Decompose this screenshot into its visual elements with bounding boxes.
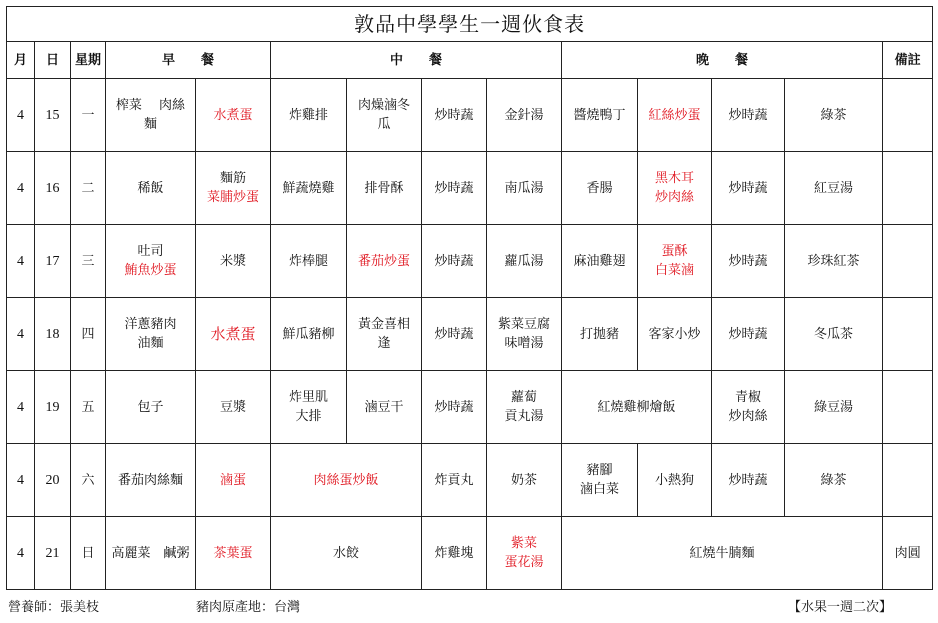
- cell-month: 4: [7, 225, 35, 298]
- meal-cell: [487, 225, 562, 298]
- meal-cell: [271, 225, 347, 298]
- meal-item: 稀飯: [137, 180, 164, 196]
- meal-cell: [196, 517, 271, 590]
- cell-day: 19: [35, 371, 71, 444]
- meal-cell: [196, 298, 271, 371]
- meal-item: 紅豆湯: [813, 180, 853, 196]
- meal-item: 打拋豬: [579, 326, 619, 342]
- meal-cell: [106, 225, 196, 298]
- table-row: [7, 152, 933, 225]
- meal-item: 大排: [295, 409, 322, 424]
- meal-cell: [638, 79, 712, 152]
- meal-cell: [422, 225, 487, 298]
- meal-cell: [712, 371, 785, 444]
- header-lunch: 中 餐: [271, 42, 562, 79]
- cell-remark: [883, 225, 933, 298]
- meal-item: 奶茶: [510, 472, 537, 488]
- meal-cell: [422, 371, 487, 444]
- meal-item: 逢: [377, 336, 391, 351]
- meal-item: 紅燒牛腩麵: [689, 545, 755, 561]
- meal-cell: [785, 152, 883, 225]
- meal-cell: [271, 152, 347, 225]
- meal-cell: [422, 152, 487, 225]
- meal-item: 綠茶: [820, 472, 847, 488]
- meal-cell: [271, 371, 347, 444]
- meal-item: 滷豆干: [364, 399, 404, 415]
- table-row: [7, 517, 933, 590]
- meal-item: 炒時蔬: [434, 399, 474, 415]
- meal-item: 高麗菜 鹹粥: [111, 545, 190, 561]
- cell-weekday: 六: [71, 444, 106, 517]
- cell-remark: [883, 444, 933, 517]
- meal-item: 麵筋: [219, 171, 246, 186]
- cell-month: 4: [7, 371, 35, 444]
- meal-item: 肉絲蛋炒飯: [313, 472, 379, 488]
- meal-cell: [562, 298, 638, 371]
- pork-origin-label: 豬肉原產地：台灣: [196, 600, 301, 615]
- cell-day: 21: [35, 517, 71, 590]
- meal-item: 麵: [143, 117, 157, 132]
- header-dinner: 晚 餐: [562, 42, 883, 79]
- meal-cell: [785, 79, 883, 152]
- cell-month: 4: [7, 517, 35, 590]
- menu-sheet: [6, 6, 933, 590]
- weekly-menu-table: [6, 6, 933, 590]
- meal-item: 油麵: [137, 336, 164, 351]
- menu-title: 敦品中學學生一週伙食表: [7, 7, 933, 42]
- meal-cell: [347, 225, 422, 298]
- meal-cell: [271, 517, 422, 590]
- meal-cell: [271, 79, 347, 152]
- cell-month: 4: [7, 79, 35, 152]
- meal-cell: [487, 79, 562, 152]
- meal-item: 吐司: [137, 244, 164, 259]
- meal-item: 炸棒腿: [288, 253, 328, 269]
- meal-cell: [712, 225, 785, 298]
- cell-weekday: 三: [71, 225, 106, 298]
- meal-item: 綠茶: [820, 107, 847, 123]
- meal-item: 貢丸湯: [504, 409, 544, 424]
- meal-cell: [196, 225, 271, 298]
- meal-cell: [785, 225, 883, 298]
- meal-cell: [785, 298, 883, 371]
- meal-item: 紅燒雞柳燴飯: [597, 399, 676, 415]
- cell-weekday: 二: [71, 152, 106, 225]
- meal-item: 客家小炒: [648, 326, 701, 342]
- meal-item: 炒時蔬: [434, 180, 474, 196]
- meal-item: 水餃: [332, 545, 359, 561]
- cell-month: 4: [7, 152, 35, 225]
- meal-cell: [106, 371, 196, 444]
- meal-cell: [638, 152, 712, 225]
- meal-item: 榨菜 肉絲: [115, 98, 186, 113]
- meal-item: 瓜: [377, 117, 391, 132]
- meal-cell: [712, 79, 785, 152]
- meal-item: 滷白菜: [579, 482, 619, 497]
- meal-item: 黃金喜相: [357, 317, 410, 332]
- meal-cell: [562, 444, 638, 517]
- cell-day: 16: [35, 152, 71, 225]
- meal-cell: [562, 79, 638, 152]
- meal-cell: [712, 152, 785, 225]
- cell-weekday: 五: [71, 371, 106, 444]
- header-day: 日: [35, 42, 71, 79]
- table-row: [7, 371, 933, 444]
- meal-item: 紅絲炒蛋: [648, 107, 701, 123]
- meal-cell: [487, 298, 562, 371]
- meal-item: 紫菜: [510, 536, 537, 551]
- meal-item: 南瓜湯: [504, 180, 544, 196]
- meal-item: 米漿: [219, 253, 246, 269]
- cell-day: 17: [35, 225, 71, 298]
- table-row: [7, 298, 933, 371]
- meal-item: 蛋花湯: [504, 555, 544, 570]
- meal-item: 蛋酥: [661, 244, 688, 259]
- meal-item: 豬腳: [586, 463, 613, 478]
- cell-remark: [883, 298, 933, 371]
- cell-day: 15: [35, 79, 71, 152]
- cell-weekday: 四: [71, 298, 106, 371]
- meal-item: 茶葉蛋: [213, 545, 253, 561]
- meal-item: 炒時蔬: [434, 253, 474, 269]
- meal-item: 黑木耳: [654, 171, 694, 186]
- meal-cell: [712, 444, 785, 517]
- meal-item: 鮮蔬燒雞: [282, 180, 335, 196]
- meal-cell: [487, 444, 562, 517]
- meal-cell: [562, 152, 638, 225]
- meal-item: 珍珠紅茶: [807, 253, 860, 269]
- meal-item: 小熱狗: [654, 472, 694, 488]
- meal-item: 香腸: [586, 180, 613, 196]
- meal-item: 炒時蔬: [728, 472, 768, 488]
- cell-day: 20: [35, 444, 71, 517]
- meal-cell: [883, 517, 933, 590]
- meal-item: 蘿蔔: [510, 390, 537, 405]
- footer: [8, 596, 934, 616]
- meal-item: 炒時蔬: [728, 326, 768, 342]
- cell-remark: [883, 371, 933, 444]
- header-remark: 備註: [883, 42, 933, 79]
- cell-remark: [883, 152, 933, 225]
- cell-day: 18: [35, 298, 71, 371]
- meal-cell: [562, 517, 883, 590]
- meal-item: 菜脯炒蛋: [206, 190, 259, 205]
- meal-cell: [347, 152, 422, 225]
- meal-item: 滷蛋: [219, 472, 246, 488]
- meal-cell: [638, 444, 712, 517]
- meal-cell: [562, 225, 638, 298]
- cell-month: 4: [7, 444, 35, 517]
- meal-item: 鮮瓜豬柳: [282, 326, 335, 342]
- meal-item: 紫菜豆腐: [497, 317, 550, 332]
- nutritionist-label: 營養師：張美枝: [8, 600, 100, 615]
- meal-cell: [487, 517, 562, 590]
- meal-item: 肉圓: [894, 545, 921, 561]
- meal-cell: [196, 444, 271, 517]
- fruit-note-label: 【水果一週二次】: [788, 600, 893, 615]
- meal-item: 麻油雞翅: [573, 253, 626, 269]
- header-breakfast: 早 餐: [106, 42, 271, 79]
- meal-item: 水煮蛋: [210, 324, 256, 343]
- meal-item: 冬瓜茶: [813, 326, 853, 342]
- meal-cell: [487, 371, 562, 444]
- meal-item: 炒肉絲: [728, 409, 768, 424]
- meal-item: 炒時蔬: [434, 107, 474, 123]
- table-row: [7, 444, 933, 517]
- meal-cell: [785, 444, 883, 517]
- meal-cell: [106, 79, 196, 152]
- meal-cell: [422, 79, 487, 152]
- meal-cell: [196, 371, 271, 444]
- meal-item: 洋蔥豬肉: [124, 317, 177, 332]
- meal-item: 綠豆湯: [813, 399, 853, 415]
- meal-cell: [271, 444, 422, 517]
- meal-cell: [487, 152, 562, 225]
- header-weekday: 星期: [71, 42, 106, 79]
- meal-item: 金針湯: [504, 107, 544, 123]
- meal-item: 味噌湯: [504, 336, 544, 351]
- meal-item: 鮪魚炒蛋: [124, 263, 177, 278]
- cell-weekday: 一: [71, 79, 106, 152]
- cell-month: 4: [7, 298, 35, 371]
- meal-item: 白菜滷: [654, 263, 694, 278]
- meal-cell: [106, 517, 196, 590]
- meal-cell: [422, 298, 487, 371]
- meal-item: 肉燥滷冬: [357, 98, 410, 113]
- meal-cell: [347, 79, 422, 152]
- meal-cell: [638, 225, 712, 298]
- meal-cell: [422, 517, 487, 590]
- meal-item: 醬燒鴨丁: [573, 107, 626, 123]
- meal-item: 炒時蔬: [728, 253, 768, 269]
- meal-item: 蘿瓜湯: [504, 253, 544, 269]
- table-row: [7, 79, 933, 152]
- meal-cell: [562, 371, 712, 444]
- header-month: 月: [7, 42, 35, 79]
- meal-cell: [196, 152, 271, 225]
- meal-cell: [347, 371, 422, 444]
- meal-cell: [638, 298, 712, 371]
- meal-item: 炸雞排: [288, 107, 328, 123]
- meal-cell: [271, 298, 347, 371]
- meal-item: 炒時蔬: [728, 180, 768, 196]
- meal-item: 包子: [137, 399, 164, 415]
- meal-item: 排骨酥: [364, 180, 404, 196]
- meal-cell: [106, 444, 196, 517]
- table-row: [7, 225, 933, 298]
- meal-item: 番茄肉絲麵: [117, 472, 183, 488]
- meal-item: 青椒: [734, 390, 761, 405]
- meal-cell: [712, 298, 785, 371]
- meal-item: 炒肉絲: [654, 190, 694, 205]
- meal-cell: [785, 371, 883, 444]
- meal-item: 炸里肌: [288, 390, 328, 405]
- meal-item: 豆漿: [219, 399, 246, 415]
- meal-item: 炒時蔬: [728, 107, 768, 123]
- meal-item: 炸貢丸: [434, 472, 474, 488]
- meal-item: 炒時蔬: [434, 326, 474, 342]
- meal-cell: [196, 79, 271, 152]
- cell-remark: [883, 79, 933, 152]
- meal-item: 炸雞塊: [434, 545, 474, 561]
- cell-weekday: 日: [71, 517, 106, 590]
- meal-item: 番茄炒蛋: [357, 253, 410, 269]
- meal-cell: [422, 444, 487, 517]
- meal-cell: [347, 298, 422, 371]
- meal-item: 水煮蛋: [213, 107, 253, 123]
- meal-cell: [106, 298, 196, 371]
- meal-cell: [106, 152, 196, 225]
